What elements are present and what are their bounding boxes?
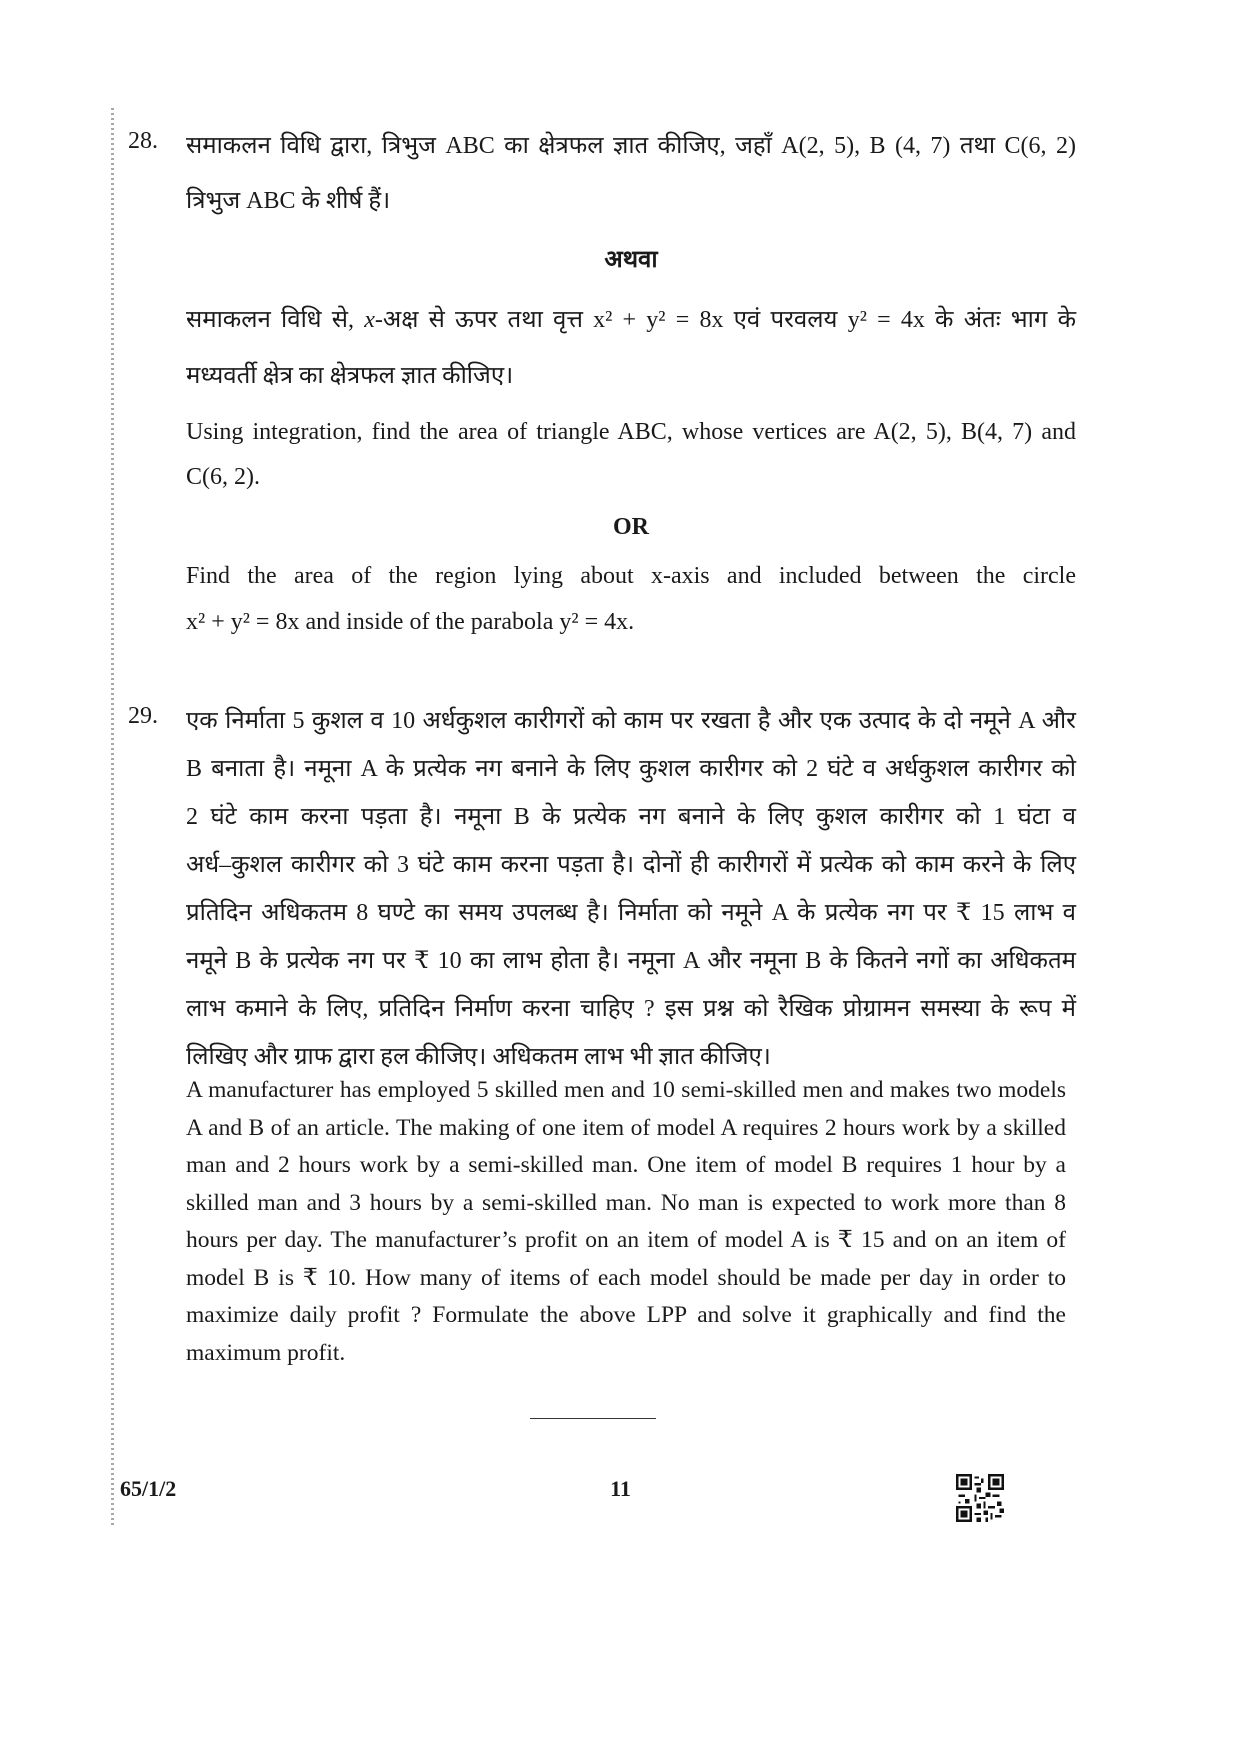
q28-english-or: OR: [613, 514, 649, 540]
q28-english-line-2: C(6, 2).: [186, 464, 260, 490]
q28-hindi-alt-line-2: मध्यवर्ती क्षेत्र का क्षेत्रफल ज्ञात कीजिए।: [186, 363, 514, 389]
q29-hindi-line-5: प्रतिदिन अधिकतम 8 घण्टे का समय उपलब्ध है। निर्माता को नमूने A के प्रत्येक नग पर ₹ 15 लाभ व: [186, 900, 1076, 926]
q28-hindi-line-1: समाकलन विधि द्वारा, त्रिभुज ABC का क्षेत्रफल ज्ञात कीजिए, जहाँ A(2, 5), B (4, 7) तथा C(6, 2): [186, 133, 1076, 159]
q28-english-alt-line-1: Find the area of the region lying about x-axis and included between the circle: [186, 563, 1076, 589]
q28-hindi-alt-seg-c: एवं परवलय: [723, 307, 848, 333]
q29-hindi-line-3: 2 घंटे काम करना पड़ता है। नमूना B के प्रत्येक नग बनाने के लिए कुशल कारीगर को 1 घंटा व: [186, 804, 1076, 830]
page-number: 11: [610, 1476, 631, 1501]
q29-hindi-line-6: नमूने B के प्रत्येक नग पर ₹ 10 का लाभ होता है। नमूना A और नमूना B के कितने नगों का अधिकतम: [186, 948, 1076, 974]
q29-hindi-line-1: एक निर्माता 5 कुशल व 10 अर्धकुशल कारीगरों को काम पर रखता है और एक उत्पाद के दो नमूने A और: [186, 708, 1076, 734]
q28-hindi-alt-seg-b: -अक्ष से ऊपर तथा वृत्त: [374, 307, 594, 333]
paper-code: 65/1/2: [120, 1476, 177, 1501]
end-of-question-rule: [530, 1418, 656, 1419]
q29-english-paragraph: A manufacturer has employed 5 skilled men and 10 semi-skilled men and makes two models A and B of an article. The making of one item of model A requires 2 hours work by a skilled man and 2 hours work by a semi-skilled man. One item of model B requires 1 hour by a skilled man and 3 hours by a semi-skilled man. No man is expected to work more than 8 hours per day. The manufacturer’s profit on an item of model A is ₹ 15 and on an item of model B is ₹ 10. How many of items of each model should be made per day in order to maximize daily profit ? Formulate the above LPP and solve it graphically and find the maximum profit.: [186, 1077, 1066, 1366]
q28-hindi-alt-seg-a: समाकलन विधि से,: [186, 307, 365, 333]
q28-hindi-alt-seg-d: के अंतः भाग के: [924, 307, 1077, 333]
q29-hindi-line-8: लिखिए और ग्राफ द्वारा हल कीजिए। अधिकतम लाभ भी ज्ञात कीजिए।: [186, 1044, 771, 1070]
q28-hindi-alt-parabola-eq: y² = 4x: [847, 307, 925, 333]
q28-hindi-alt-circle-eq: x² + y² = 8x: [593, 307, 724, 333]
q28-hindi-or: अथवा: [604, 247, 658, 273]
q28-hindi-line-2: त्रिभुज ABC के शीर्ष हैं।: [186, 188, 391, 214]
q28-english-alt-line-2: x² + y² = 8x and inside of the parabola y² = 4x.: [186, 609, 635, 635]
qr-code-icon: [956, 1474, 1004, 1522]
q28-hindi-alt-line-1: [186, 302, 1076, 335]
q29-hindi-line-7: लाभ कमाने के लिए, प्रतिदिन निर्माण करना चाहिए ? इस प्रश्न को रैखिक प्रोग्रामन समस्या के रूप में: [186, 996, 1076, 1022]
q28-hindi-alt-x: x: [364, 307, 375, 333]
question-29-number: 29.: [128, 703, 158, 729]
q29-hindi-line-4: अर्ध–कुशल कारीगर को 3 घंटे काम करना पड़ता है। दोनों ही कारीगरों में प्रत्येक को काम करने के लिए: [186, 852, 1076, 878]
q28-english-line-1: Using integration, find the area of triangle ABC, whose vertices are A(2, 5), B(4, 7) and: [186, 419, 1076, 445]
q29-hindi-line-2: B बनाता है। नमूना A के प्रत्येक नग बनाने के लिए कुशल कारीगर को 2 घंटे व अर्धकुशल कारीगर को: [186, 756, 1076, 782]
question-28-number: 28.: [128, 128, 158, 154]
margin-dotted-rule: [111, 108, 114, 1528]
